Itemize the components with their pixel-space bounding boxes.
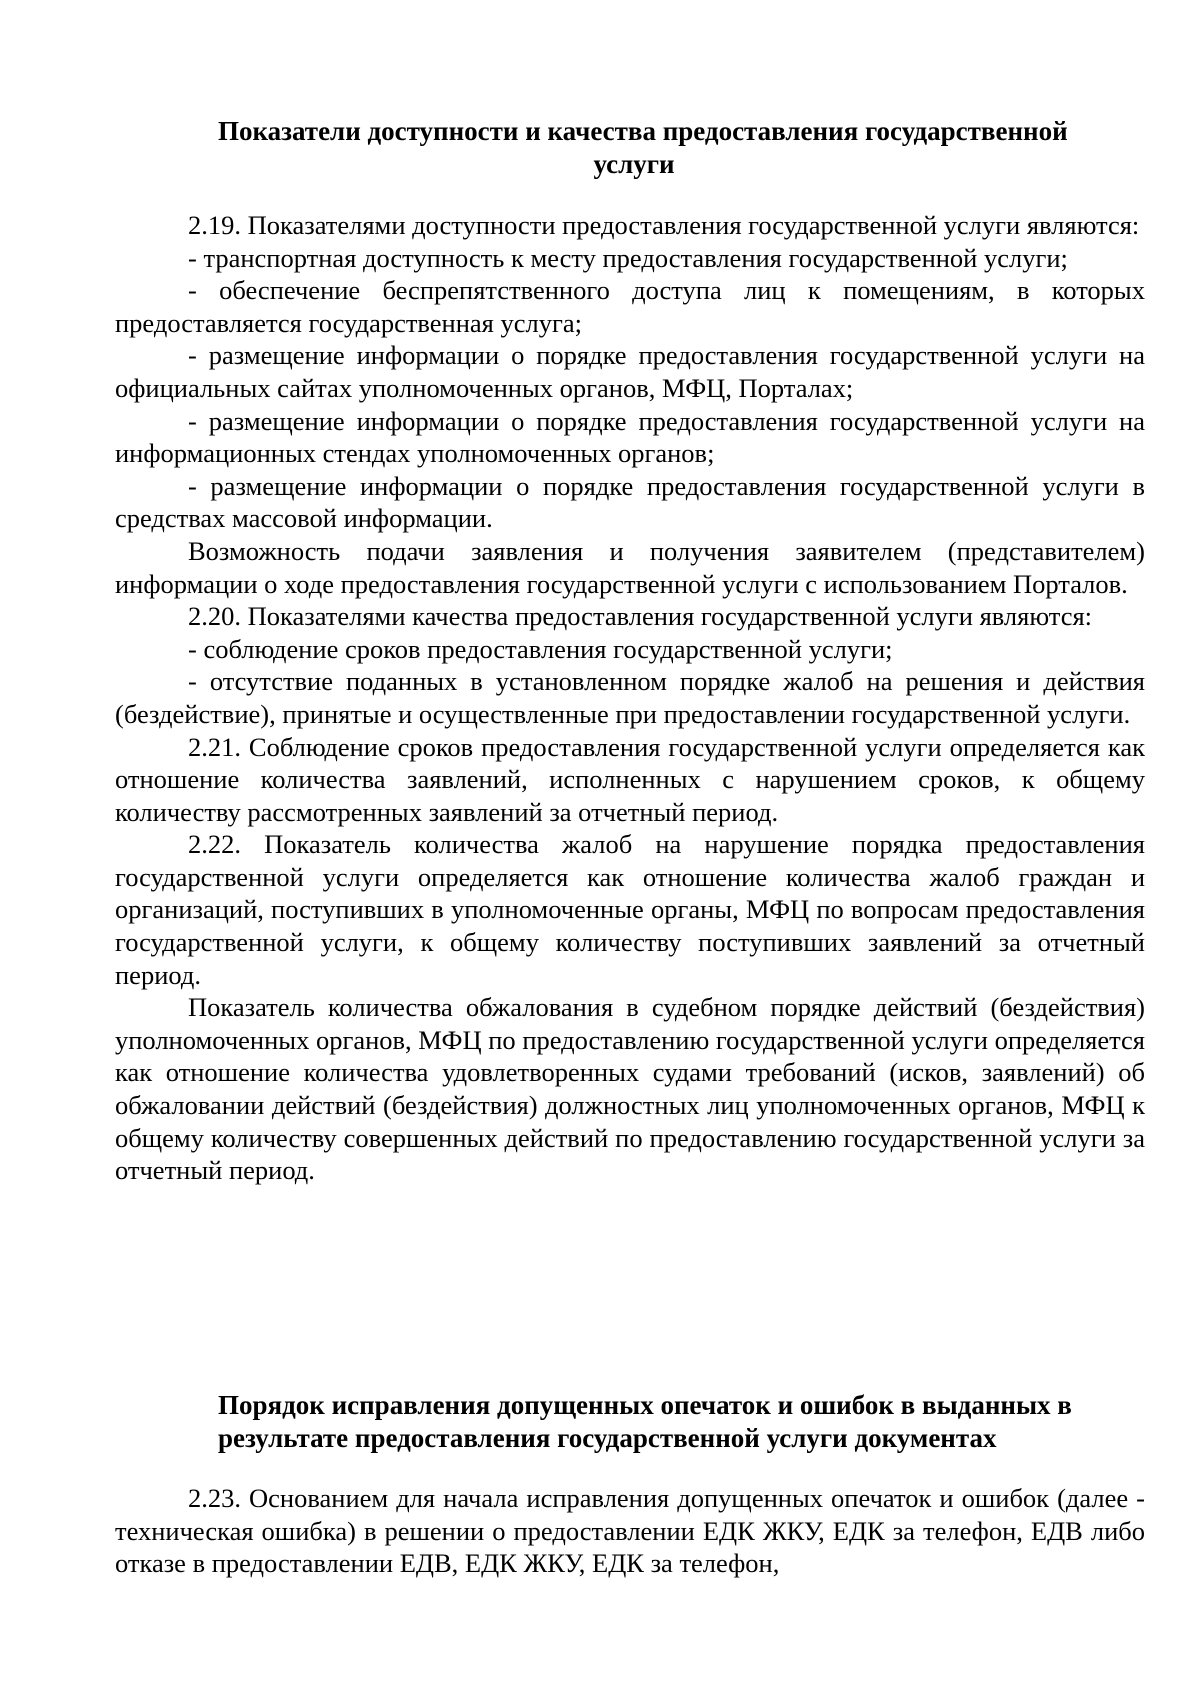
paragraph: 2.22. Показатель количества жалоб на нарушение порядка предоставления государственной услуги определяется как отношение количества жалоб граждан и организаций, поступивших в уполномоченные органы, МФЦ по вопросам предоставления государственной услуги, к общему количеству поступивших заявлений за отчетный период. — [115, 829, 1145, 990]
list-item: - транспортная доступность к месту предоставления государственной услуги; — [188, 242, 1068, 273]
paragraph: 2.21. Соблюдение сроков предоставления государственной услуги определяется как отношение количества заявлений, исполненных с нарушением сроков, к общему количеству рассмотренных заявлений за отчетный период. — [115, 731, 1145, 827]
section-body-accessibility-quality — [115, 209, 1145, 1187]
paragraph: 2.19. Показателями доступности предоставления государственной услуги являются: — [188, 210, 1140, 240]
list-item: - обеспечение беспрепятственного доступа лиц к помещениям, в которых предоставляется государственная услуга; — [115, 275, 1145, 338]
heading-line: Порядок исправления допущенных опечаток и ошибок в выданных в — [218, 1390, 1072, 1420]
heading-line: результате предоставления государственной услуги документах — [218, 1423, 997, 1453]
list-item: - соблюдение сроков предоставления государственной услуги; — [188, 633, 893, 664]
list-item: - размещение информации о порядке предоставления государственной услуги на официальных сайтах уполномоченных органов, МФЦ, Порталах; — [115, 340, 1145, 403]
section-heading-accessibility-quality — [218, 115, 1138, 181]
paragraph: Возможность подачи заявления и получения заявителем (представителем) информации о ходе предоставления государственной услуги с использованием Порталов. — [115, 535, 1145, 599]
section-heading-error-correction — [218, 1389, 1138, 1455]
heading-line: услуги — [593, 149, 675, 179]
paragraph: 2.20. Показателями качества предоставления государственной услуги являются: — [188, 601, 1093, 632]
list-item: - размещение информации о порядке предоставления государственной услуги на информационных стендах уполномоченных органов; — [115, 405, 1145, 469]
paragraph: 2.23. Основанием для начала исправления допущенных опечаток и ошибок (далее - техническая ошибка) в решении о предоставлении ЕДК ЖКУ, ЕДК за телефон, ЕДВ либо отказе в предоставлении ЕДВ, ЕДК ЖКУ, ЕДК за телефон, — [115, 1483, 1145, 1579]
section-body-error-correction — [115, 1482, 1145, 1580]
list-item: - отсутствие поданных в установленном порядке жалоб на решения и действия (бездействие), принятые и осуществленные при предоставлении государственной услуги. — [115, 666, 1145, 729]
list-item: - размещение информации о порядке предоставления государственной услуги в средствах массовой информации. — [115, 470, 1145, 534]
paragraph: Показатель количества обжалования в судебном порядке действий (бездействия) уполномоченных органов, МФЦ по предоставлению государственной услуги определяется как отношение количества удовлетворенных судами требований (исков, заявлений) об обжаловании действий (бездействия) должностных лиц уполномоченных органов, МФЦ к общему количеству совершенных действий по предоставлению государственной услуги за отчетный период. — [115, 992, 1145, 1186]
heading-line: Показатели доступности и качества предоставления государственной — [218, 116, 1068, 146]
